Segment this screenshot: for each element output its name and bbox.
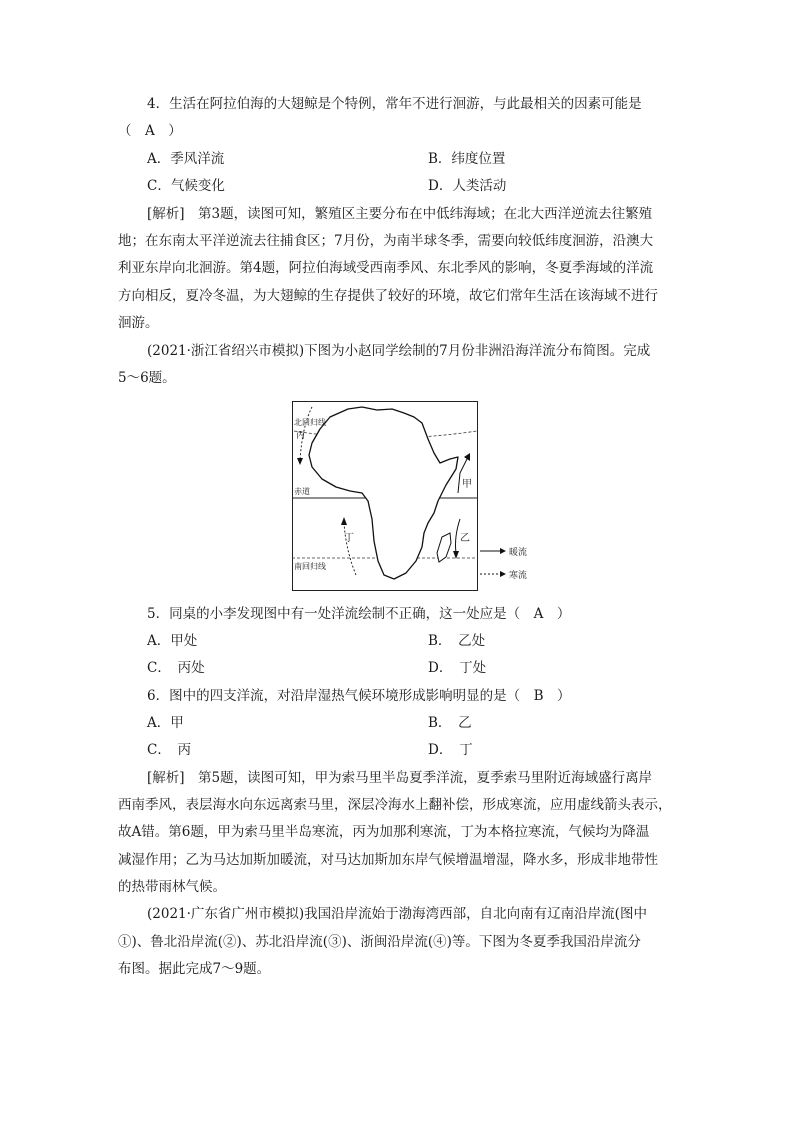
q4-option-b: B．纬度位置	[428, 151, 506, 167]
q4-option-c: C．气候变化	[147, 178, 225, 194]
analysis1-line: 洄游。	[118, 315, 159, 331]
analysis1-line: [解析] 第3题，读图可知，繁殖区主要分布在中低纬海域；在北大西洋逆流去往繁殖	[147, 206, 653, 222]
label-jia: 甲	[462, 479, 472, 490]
intro79-line1: (2021·广东省广州市模拟)我国沿岸流始于渤海湾西部，自北向南有辽南沿岸流(图中	[147, 906, 647, 922]
analysis2-line: 西南季风，表层海水向东远离索马里，深层冷海水上翻补偿，形成寒流，应用虚线箭头表示，	[118, 797, 672, 813]
label-yi: 乙	[460, 533, 470, 544]
q6-option-a: A．甲	[147, 715, 184, 731]
analysis2-line: [解析] 第5题，读图可知，甲为索马里半岛夏季洋流，夏季索马里附近海域盛行离岸	[147, 770, 653, 786]
q6-stem: 6．图中的四支洋流，对沿岸湿热气候环境形成影响明显的是（ B ）	[147, 688, 571, 704]
label-ding: 丁	[344, 533, 354, 544]
figure-legend	[478, 540, 538, 586]
q6-option-b: B． 乙	[428, 715, 472, 731]
intro56-line1: (2021·浙江省绍兴市模拟)下图为小赵同学绘制的7月份非洲沿海洋流分布简图。完成	[147, 343, 651, 359]
intro56-line2: 5～6题。	[118, 370, 176, 386]
q5-stem: 5．同桌的小李发现图中有一处洋流绘制不正确，这一处应是（ A ）	[147, 606, 571, 622]
africa-current-map	[292, 401, 478, 591]
label-tropic-south: 南回归线	[294, 562, 326, 571]
label-bing: 丙	[296, 431, 306, 441]
analysis2-line: 的热带雨林气候。	[118, 879, 226, 895]
analysis1-line: 地；在东南太平洋逆流去往捕食区；7月份，为南半球冬季，需要向较低纬度洄游，沿澳大	[118, 233, 654, 249]
q6-option-d: D． 丁	[428, 742, 473, 758]
q4-option-d: D．人类活动	[428, 178, 507, 194]
q5-option-b: B． 乙处	[428, 633, 486, 649]
analysis2-line: 故A错。第6题，甲为索马里半岛寒流，丙为加那利寒流，丁为本格拉寒流，气候均为降温	[118, 824, 650, 840]
q5-option-c: C． 丙处	[147, 660, 205, 676]
analysis1-line: 方向相反，夏冷冬温，为大翅鲸的生存提供了较好的环境，故它们常年生活在该海域不进行	[118, 288, 658, 304]
label-tropic-north: 北回归线	[294, 418, 326, 427]
analysis1-line: 利亚东岸向北洄游。第4题，阿拉伯海域受西南季风、东北季风的影响，冬夏季海域的洋流	[118, 260, 654, 276]
analysis2-line: 减湿作用；乙为马达加斯加暖流，对马达加斯加东岸气候增温增湿，降水多，形成非地带性	[118, 852, 658, 868]
label-equator: 赤道	[294, 487, 310, 496]
q6-option-c: C． 丙	[147, 742, 192, 758]
q5-option-a: A．甲处	[147, 633, 198, 649]
q4-option-a: A．季风洋流	[147, 151, 225, 167]
q5-option-d: D． 丁处	[428, 660, 487, 676]
intro79-line3: 布图。据此完成7～9题。	[118, 961, 271, 977]
legend-cold: 寒流	[509, 571, 528, 581]
q4-stem-line2: （ A ）	[118, 123, 182, 139]
q4-stem-line1: 4．生活在阿拉伯海的大翅鲸是个特例，常年不进行洄游，与此最相关的因素可能是	[147, 96, 642, 112]
legend-warm: 暖流	[509, 548, 528, 558]
intro79-line2: ①)、鲁北沿岸流(②)、苏北沿岸流(③)、浙闽沿岸流(④)等。下图为冬夏季我国沿岸流分	[118, 934, 641, 950]
